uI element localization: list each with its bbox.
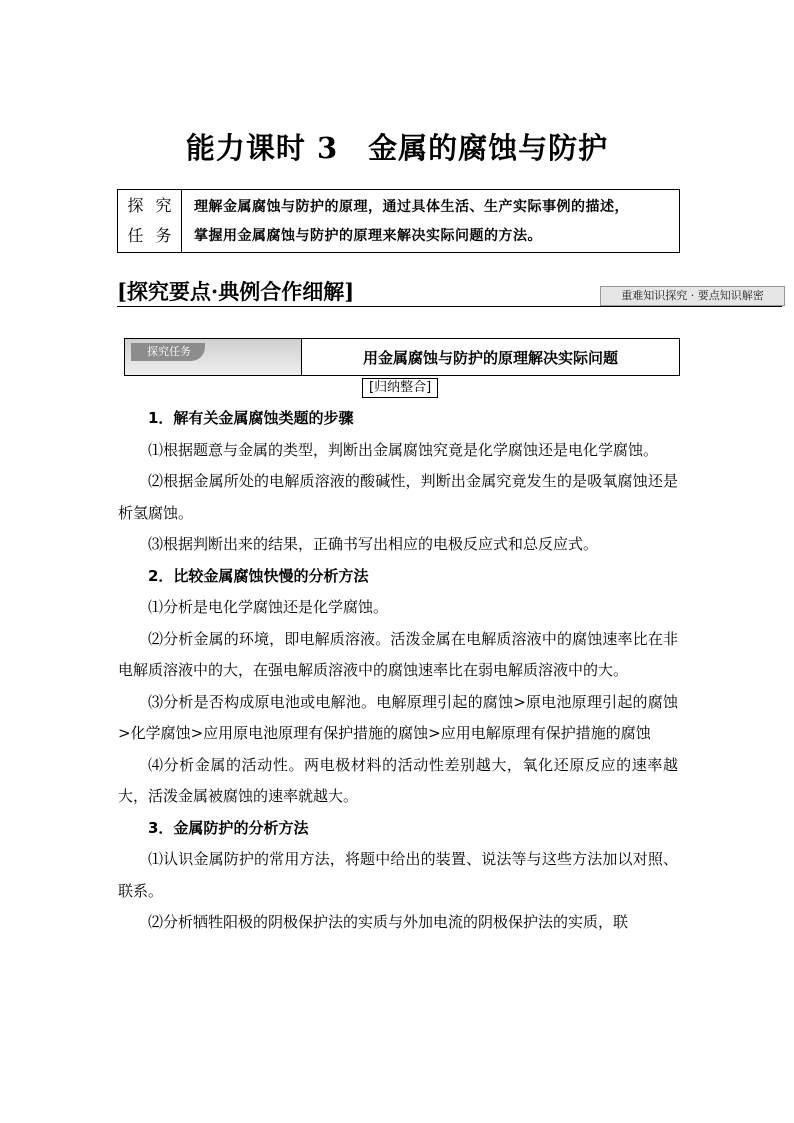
topic-title: 用金属腐蚀与防护的原理解决实际问题	[362, 348, 618, 367]
task-description	[182, 190, 679, 252]
topic-tag	[125, 339, 302, 375]
paragraph: ⑶分析是否构成原电池或电解池。电解原理引起的腐蚀>原电池原理引起的腐蚀>化学腐蚀>应用原电池原理有保护措施的腐蚀>应用电解原理有保护措施的腐蚀	[118, 692, 678, 742]
task-description-line1: 理解金属腐蚀与防护的原理，通过具体生活、生产实际事例的描述，	[194, 199, 629, 215]
paragraph: ⑵分析金属的环境，即电解质溶液。活泼金属在电解质溶液中的腐蚀速率比在非电解质溶液中的大，在强电解质溶液中的腐蚀速率比在弱电解质溶液中的大。	[118, 629, 678, 679]
paragraph-heading: 1．解有关金属腐蚀类题的步骤	[148, 409, 354, 427]
task-label-line2: 任务	[127, 226, 184, 245]
topic-tag-label: 探究任务	[131, 343, 205, 361]
body-text	[118, 403, 678, 939]
task-label-line1: 探究	[127, 196, 184, 215]
paragraph: ⑴分析是电化学腐蚀还是化学腐蚀。	[148, 598, 389, 616]
paragraph-heading: 3．金属防护的分析方法	[148, 818, 309, 837]
paragraph: ⑷分析金属的活动性。两电极材料的活动性差别越大，氧化还原反应的速率越大，活泼金属被腐蚀的速率就越大。	[118, 755, 678, 805]
paragraph: ⑴根据题意与金属的类型，判断出金属腐蚀究竟是化学腐蚀还是电化学腐蚀。	[148, 440, 659, 459]
topic-box	[124, 338, 680, 376]
paragraph-heading: 2．比较金属腐蚀快慢的分析方法	[148, 566, 369, 585]
task-box	[117, 189, 680, 253]
section-heading: [探究要点·典例合作细解]	[117, 279, 355, 304]
paragraph: ⑵分析牺牲阳极的阴极保护法的实质与外加电流的阴极保护法的实质，联	[148, 913, 629, 931]
paragraph: ⑵根据金属所处的电解质溶液的酸碱性，判断出金属究竟发生的是吸氧腐蚀还是析氢腐蚀。	[118, 472, 678, 522]
task-description-line2: 掌握用金属腐蚀与防护的原理来解决实际问题的方法。	[194, 228, 542, 244]
paragraph: ⑶根据判断出来的结果，正确书写出相应的电极反应式和总反应式。	[148, 535, 599, 553]
page-title: 能力课时 3 金属的腐蚀与防护	[185, 131, 609, 165]
task-label	[118, 190, 182, 252]
summary-tag: [归纳整合]	[362, 378, 438, 398]
section-badge: 重难知识探究 · 要点知识解密	[600, 286, 785, 306]
section-divider	[117, 306, 782, 307]
paragraph: ⑴认识金属防护的常用方法，将题中给出的装置、说法等与这些方法加以对照、联系。	[118, 850, 678, 900]
